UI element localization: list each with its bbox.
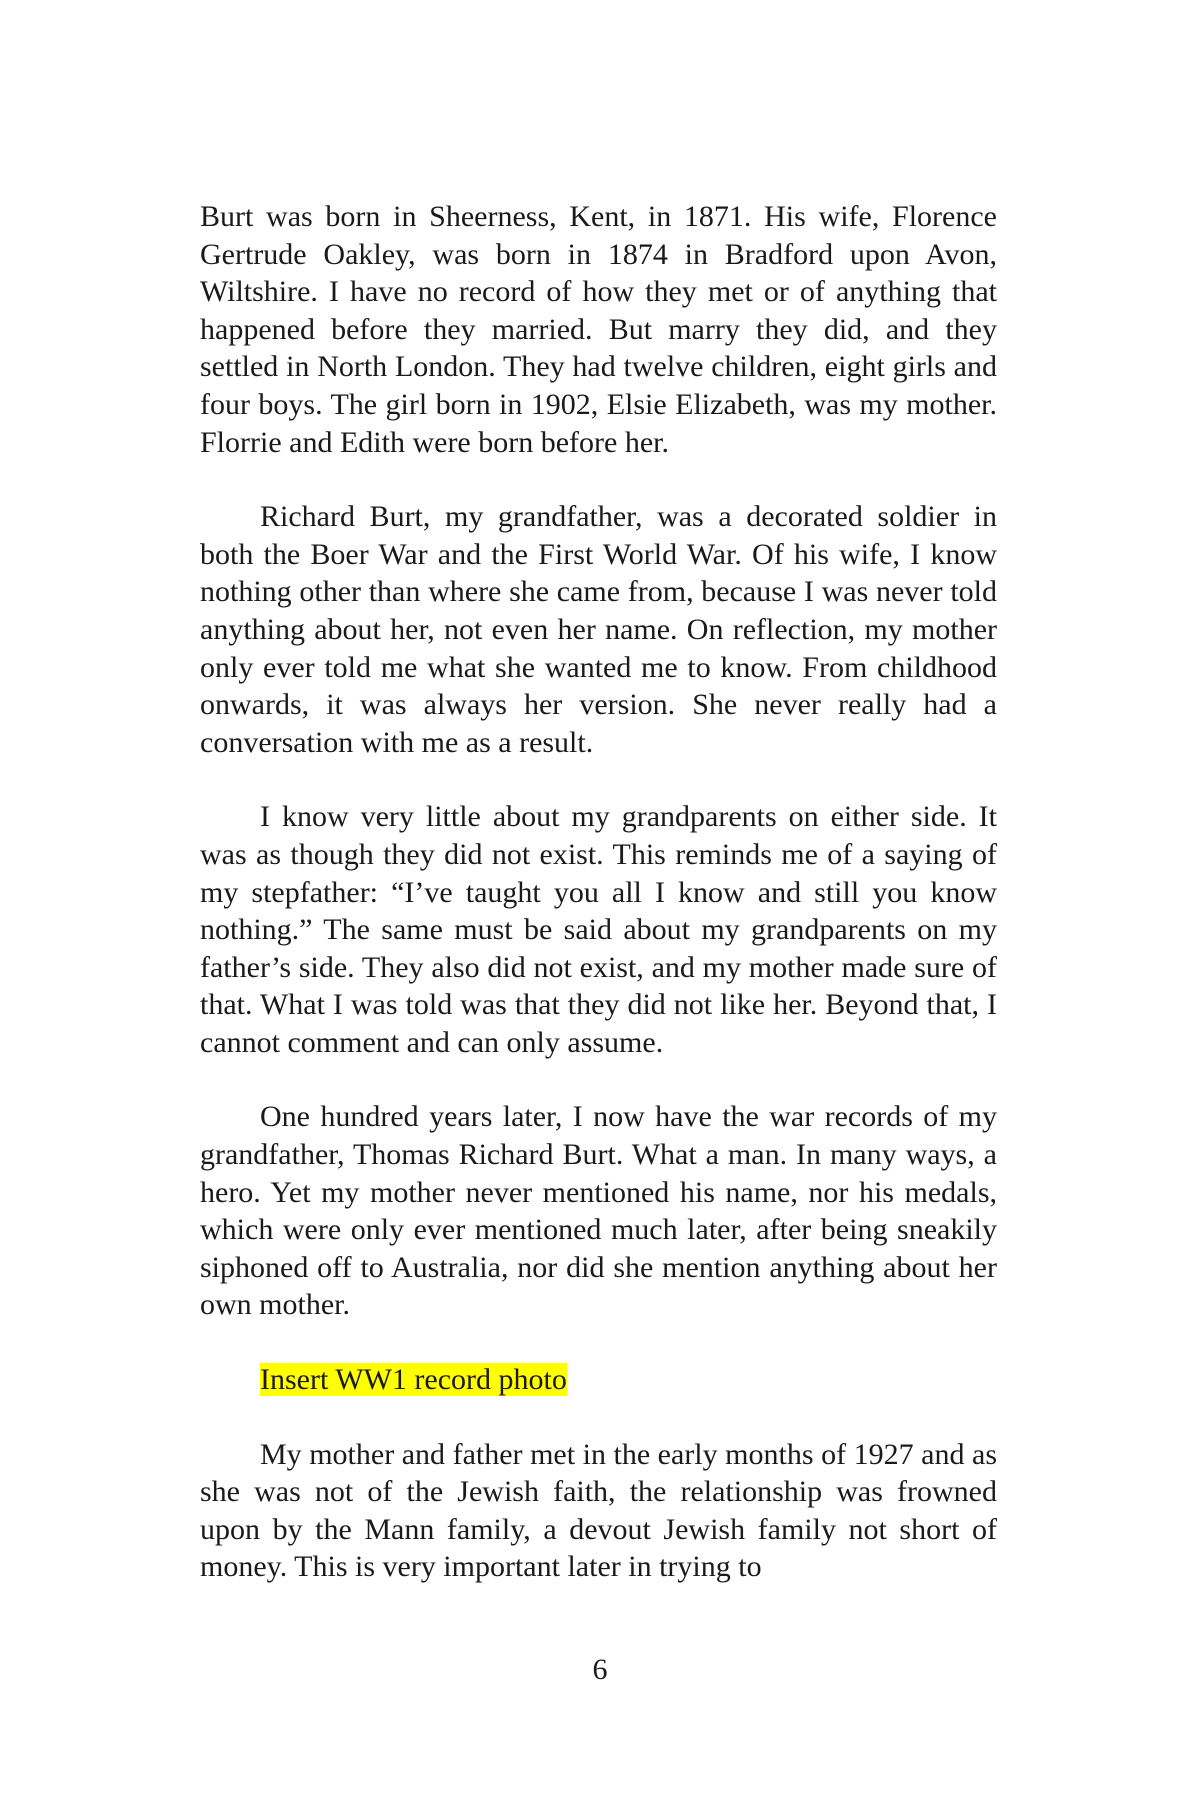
paragraph-4: One hundred years later, I now have the war records of my grandfather, Thomas Richard Burt. What a man. In many ways, a hero. Yet my mother never mentioned his name, nor his medals, which were only ever mentioned much later, after being sneakily siphoned off to Australia, nor did she mention anything about her own mother.	[200, 1100, 997, 1322]
paragraph-2: Richard Burt, my grandfather, was a decorated soldier in both the Boer War and the First World War. Of his wife, I know nothing other than where she came from, because I was never told anything about her, not even her name. On reflection, my mother only ever told me what she wanted me to know. From childhood onwards, it was always her version. She never really had a conversation with me as a result.	[200, 500, 997, 759]
paragraph-6: My mother and father met in the early months of 1927 and as she was not of the Jewish faith, the relationship was frowned upon by the Mann family, a devout Jewish family not short of money. This is very important later in trying to	[200, 1437, 997, 1584]
insert-note-highlight: Insert WW1 record photo	[260, 1363, 567, 1397]
page-body	[200, 198, 997, 1623]
paragraph-1: Burt was born in Sheerness, Kent, in 1871. His wife, Florence Gertrude Oakley, was born in 1874 in Bradford upon Avon, Wiltshire. I have no record of how they met or of anything that happened before they married. But marry they did, and they settled in North London. They had twelve children, eight girls and four boys. The girl born in 1902, Elsie Elizabeth, was my mother. Florrie and Edith were born before her.	[200, 200, 997, 459]
page-number: 6	[592, 1653, 608, 1686]
insert-note-paragraph	[200, 1361, 997, 1399]
paragraph-3: I know very little about my grandparents on either side. It was as though they did not exist. This reminds me of a saying of my stepfather: “I’ve taught you all I know and still you know nothing.” The same must be said about my grandparents on my father’s side. They also did not exist, and my mother made sure of that. What I was told was that they did not like her. Beyond that, I cannot comment and can only assume.	[200, 800, 997, 1059]
